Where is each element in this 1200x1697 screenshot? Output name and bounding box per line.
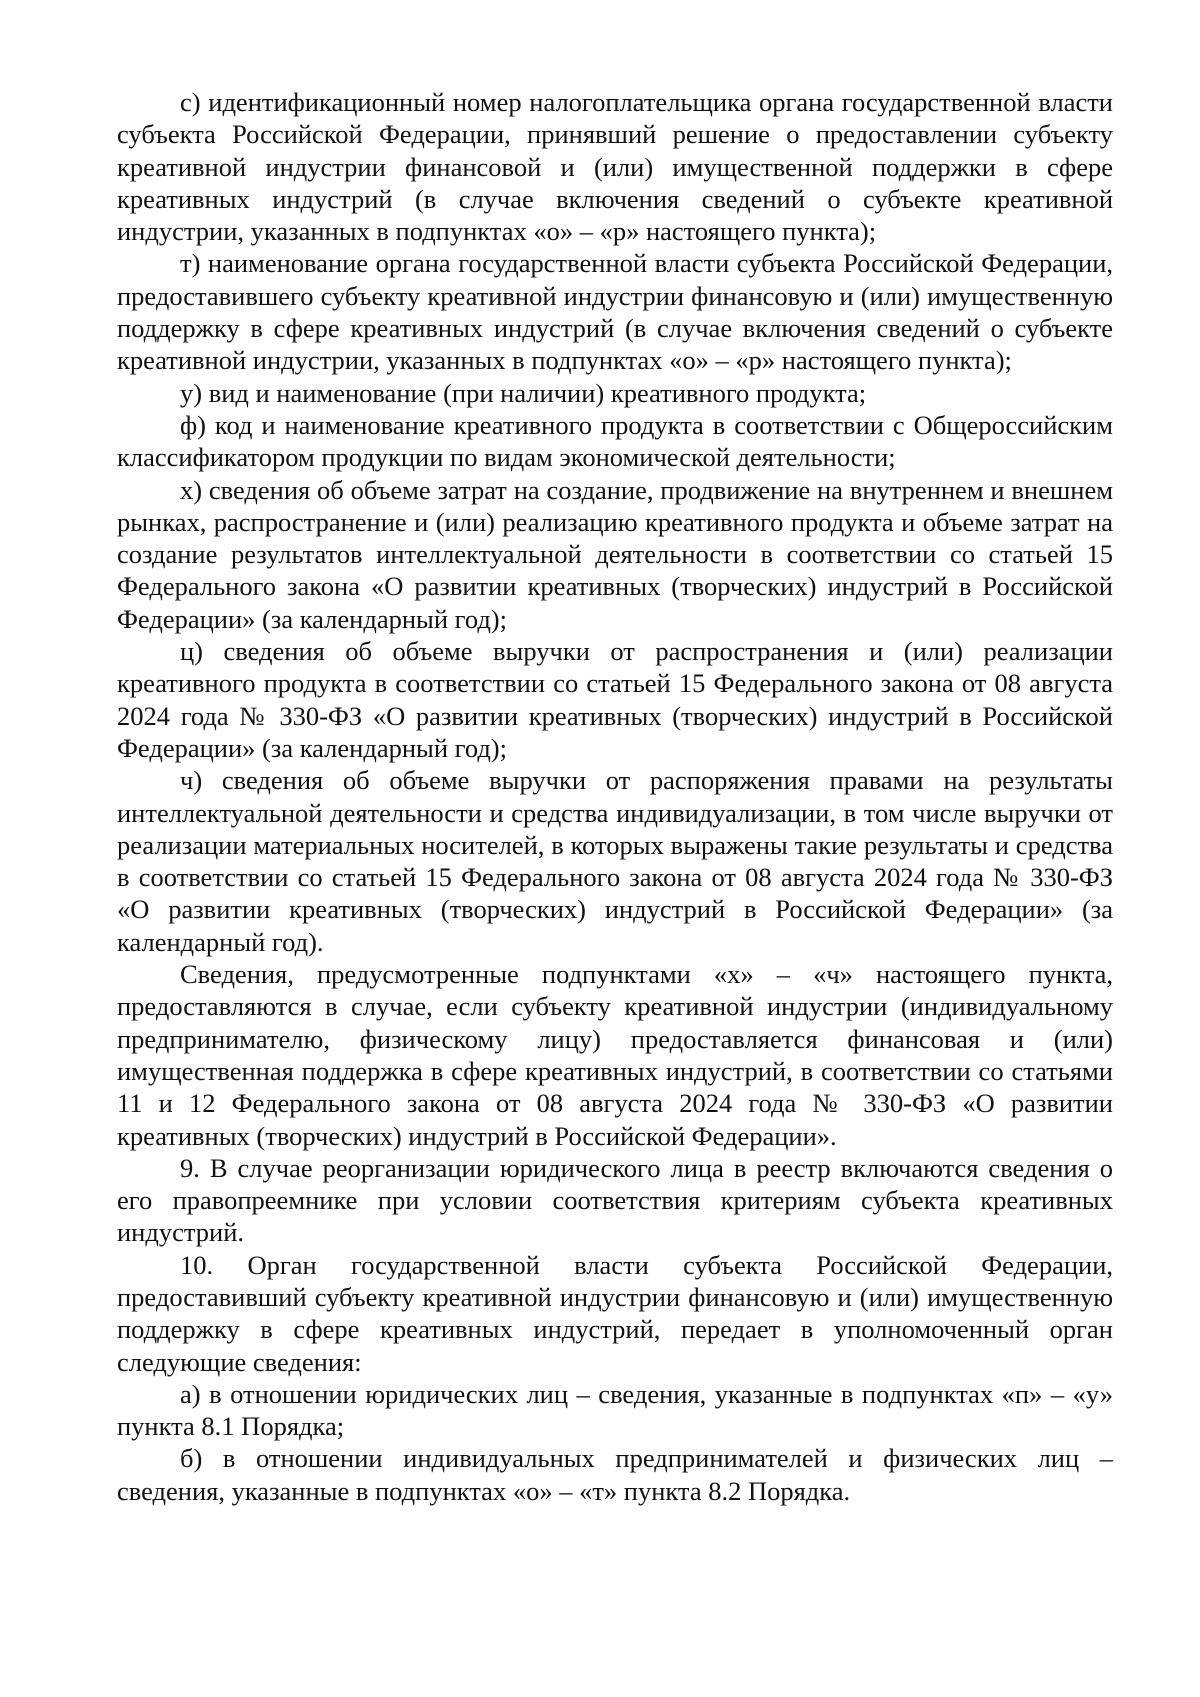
paragraph-subitem-ts: ц) сведения об объеме выручки от распространения и (или) реализации креативного продукта в соответствии со статьей 15 Федерального закона от 08 августа 2024 года № 330-ФЗ «О развитии креативных (творческих) индустрий в Российской Федерации» (за календарный год); bbox=[117, 636, 1113, 763]
paragraph-subitem-ch: ч) сведения об объеме выручки от распоряжения правами на результаты интеллектуальной деятельности и средства индивидуализации, в том числе выручки от реализации материальных носителей, в которых выражены такие результаты и средства в соответствии со статьей 15 Федерального закона от 08 августа 2024 года № 330-ФЗ «О развитии креативных (творческих) индустрий в Российской Федерации» (за календарный год). bbox=[117, 765, 1113, 957]
paragraph-item-10: 10. Орган государственной власти субъекта Российской Федерации, предоставивший субъекту креативной индустрии финансовую и (или) имущественную поддержку в сфере креативных индустрий, передает в уполномоченный орган следующие сведения: bbox=[117, 1249, 1113, 1377]
paragraph-note: Сведения, предусмотренные подпунктами «х» – «ч» настоящего пункта, предоставляются в случае, если субъекту креативной индустрии (индивидуальному предпринимателю, физическому лицу) предоставляется финансовая и (или) имущественная поддержка в сфере креативных индустрий, в соответствии со статьями 11 и 12 Федерального закона от 08 августа 2024 года № 330-ФЗ «О развитии креативных (творческих) индустрий в Российской Федерации». bbox=[117, 959, 1113, 1151]
paragraph-subitem-kh: х) сведения об объеме затрат на создание, продвижение на внутреннем и внешнем рынках, распространение и (или) реализацию креативного продукта и объеме затрат на создание результатов интеллектуальной деятельности в соответствии со статьей 15 Федерального закона «О развитии креативных (творческих) индустрий в Российской Федерации» (за календарный год); bbox=[117, 474, 1113, 634]
document-body bbox=[117, 86, 1113, 1507]
paragraph-subitem-f: ф) код и наименование креативного продукта в соответствии с Общероссийским классификатором продукции по видам экономической деятельности; bbox=[117, 409, 1113, 473]
paragraph-subitem-t: т) наименование органа государственной власти субъекта Российской Федерации, предоставившего субъекту креативной индустрии финансовую и (или) имущественную поддержку в сфере креативных индустрий (в случае включения сведений о субъекте креативной индустрии, указанных в подпунктах «о» – «р» настоящего пункта); bbox=[117, 248, 1113, 376]
paragraph-subitem-a: а) в отношении юридических лиц – сведения, указанные в подпунктах «п» – «у» пункта 8.1 Порядка; bbox=[117, 1378, 1113, 1442]
paragraph-subitem-s: с) идентификационный номер налогоплательщика органа государственной власти субъекта Российской Федерации, принявший решение о предоставлении субъекту креативной индустрии финансовой и (или) имущественной поддержки в сфере креативных индустрий (в случае включения сведений о субъекте креативной индустрии, указанных в подпунктах «о» – «р» настоящего пункта); bbox=[117, 87, 1113, 247]
paragraph-subitem-u: у) вид и наименование (при наличии) креативного продукта; bbox=[180, 377, 867, 408]
paragraph-item-9: 9. В случае реорганизации юридического лица в реестр включаются сведения о его правопреемнике при условии соответствия критериям субъекта креативных индустрий. bbox=[117, 1152, 1113, 1248]
paragraph-subitem-b: б) в отношении индивидуальных предпринимателей и физических лиц – сведения, указанные в подпунктах «о» – «т» пункта 8.2 Порядка. bbox=[117, 1443, 1113, 1506]
